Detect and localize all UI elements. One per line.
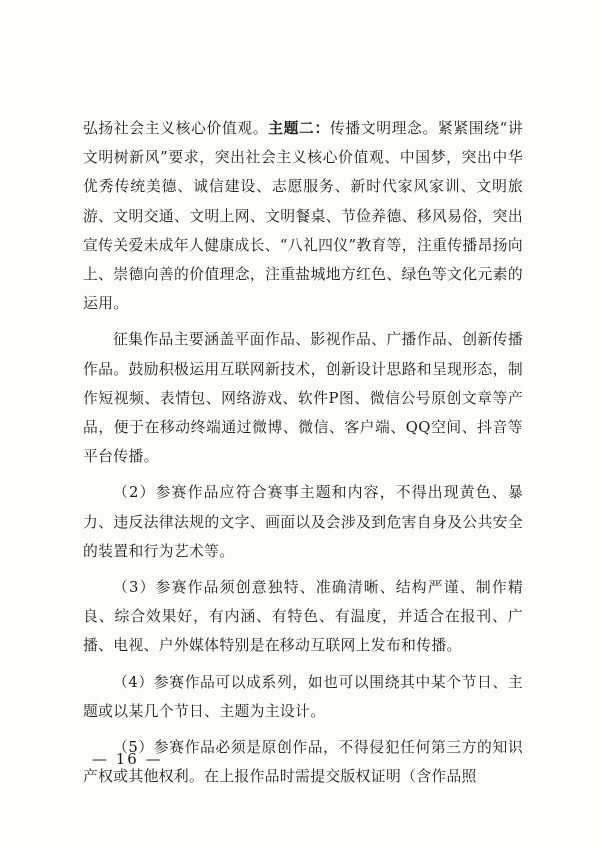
page-number: — 16 — [92, 750, 163, 768]
paragraph-text: 弘扬社会主义核心价值观。 [83, 120, 269, 137]
theme-two-heading: 主题二： [268, 120, 330, 137]
paragraph-rule-4: （4）参赛作品可以成系列，如也可以围绕其中某个节日、主题或以某几个节日、主题为主设计。 [83, 673, 523, 720]
paragraph-theme-two [83, 114, 523, 318]
paragraph-text: 传播文明理念。紧紧围绕“讲文明树新风”要求，突出社会主义核心价值观、中国梦，突出中华优秀传统美德、诚信建设、志愿服务、新时代家风家训、文明旅游、文明交通、文明上网、文明餐桌、节俭养德、移风易俗，突出宣传关爱未成年人健康成长、“八礼四仪”教育等，注重传播昂扬向上、崇德向善的价值理念，注重盐城地方红色、绿色等文化元素的运用。 [83, 120, 523, 313]
paragraph-rule-2: （2）参赛作品应符合赛事主题和内容，不得出现黄色、暴力、违反法律法规的文字、画面以及会涉及到危害自身及公共安全的装置和行为艺术等。 [83, 484, 523, 560]
paragraph-work-categories: 征集作品主要涵盖平面作品、影视作品、广播作品、创新传播作品。鼓励积极运用互联网新技术，创新设计思路和呈现形态，制作短视频、表情包、网络游戏、软件P图、微信公号原创文章等产品，便于在移动终端通过微博、微信、客户端、QQ空间、抖音等平台传播。 [83, 331, 523, 466]
paragraph-rule-5: （5）参赛作品必须是原创作品，不得侵犯任何第三方的知识产权或其他权利。在上报作品时需提交版权证明（含作品照 [83, 739, 523, 786]
document-body [83, 114, 523, 798]
paragraph-rule-3: （3）参赛作品须创意独特、准确清晰、结构严谨、制作精良、综合效果好，有内涵、有特色、有温度，并适合在报刊、广播、电视、户外媒体特别是在移动互联网上发布和传播。 [83, 579, 523, 655]
